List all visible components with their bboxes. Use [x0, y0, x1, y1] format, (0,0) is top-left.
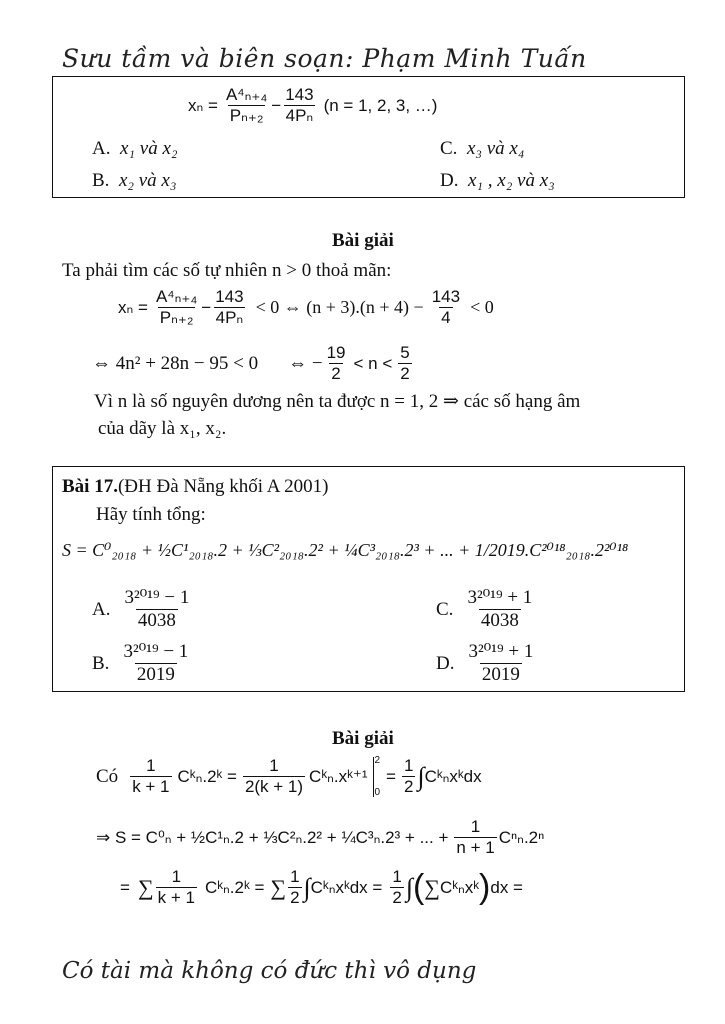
solution1-equation-2: ⇔ 4n² + 28n − 95 < 0 ⇔ − $\frac{19}{2}$ < n < $\frac{5}{2}$: [92, 343, 410, 383]
formula-fraction-2: $\frac{143}{\text{4Pₙ}}$: [285, 85, 314, 125]
option-d: D. x₁ , x₂ và x₃: [440, 170, 555, 191]
problem-17-option-b: B. $\frac{\text{3²⁰¹⁹ − 1}}{2019}$: [92, 641, 189, 685]
solution2-line-1: Có $\frac{1}{k + 1}$ Cᵏₙ.2ᵏ = $\frac{1}{2(k + 1)}$ Cᵏₙ.xᵏ⁺¹ 2 0 = $\frac{1}{2}$ ∫ Cᵏₙxᵏdx: [96, 755, 482, 798]
page-header: Sưu tầm và biên soạn: Phạm Minh Tuấn: [62, 44, 587, 73]
solution1-equation-1: xₙ = $\frac{\text{A⁴ₙ₊₄}}{\text{Pₙ₊₂}}$ − $\frac{143}{\text{4Pₙ}}$ < 0 ⇔ (n + 3).(n + 4) − $\frac{143}{4}$ < 0: [118, 287, 494, 327]
problem-17-option-a: A. $\frac{\text{3²⁰¹⁹ − 1}}{4038}$: [92, 587, 190, 631]
solution1-intro: Ta phải tìm các số tự nhiên n > 0 thoả mãn:: [62, 260, 392, 281]
option-c: C. x₃ và x₄: [440, 138, 525, 159]
solution-heading-1: Bài giải: [332, 230, 394, 251]
solution2-line-2: ⇒ S = C⁰ₙ + ½C¹ₙ.2 + ⅓C²ₙ.2² + ¼C³ₙ.2³ + ... + $\frac{1}{n + 1}$ Cⁿₙ.2ⁿ: [96, 817, 545, 857]
problem-17-sum-formula: S = C⁰₂₀₁₈ + ½C¹₂₀₁₈.2 + ⅓C²₂₀₁₈.2² + ¼C³₂₀₁₈.2³ + ... + 1/2019.C²⁰¹⁸₂₀₁₈.2²⁰¹⁸: [62, 540, 629, 560]
page-footer: Có tài mà không có đức thì vô dụng: [62, 958, 477, 984]
problem-17-prompt: Hãy tính tổng:: [96, 504, 206, 525]
option-b: B. x₂ và x₃: [92, 170, 177, 191]
solution2-line-3: = ∑ $\frac{1}{k + 1}$ Cᵏₙ.2ᵏ = ∑ $\frac{1}{2}$ ∫ Cᵏₙxᵏdx = $\frac{1}{2}$ ∫ ( ∑ Cᵏₙxᵏ ) dx =: [120, 867, 523, 907]
formula-fraction-1: $\frac{\text{A⁴ₙ₊₄}}{\text{Pₙ₊₂}}$: [225, 85, 268, 125]
solution1-conclusion-2: của dãy là x₁, x₂.: [98, 418, 227, 439]
formula-lhs: xₙ =: [188, 95, 218, 115]
solution1-conclusion-1: Vì n là số nguyên dương nên ta được n = 1, 2 ⇒ các số hạng âm: [94, 391, 581, 412]
option-a: A. x₁ và x₂: [92, 138, 178, 159]
problem-17-title: Bài 17.(ĐH Đà Nẵng khối A 2001): [62, 476, 329, 497]
problem-17-option-c: C. $\frac{\text{3²⁰¹⁹ + 1}}{4038}$: [436, 587, 533, 631]
solution-heading-2: Bài giải: [332, 728, 394, 749]
sequence-formula: xₙ = $\frac{\text{A⁴ₙ₊₄}}{\text{Pₙ₊₂}}$ − $\frac{143}{\text{4Pₙ}}$ (n = 1, 2, 3, …): [188, 85, 438, 125]
problem-17-option-d: D. $\frac{\text{3²⁰¹⁹ + 1}}{2019}$: [436, 641, 534, 685]
